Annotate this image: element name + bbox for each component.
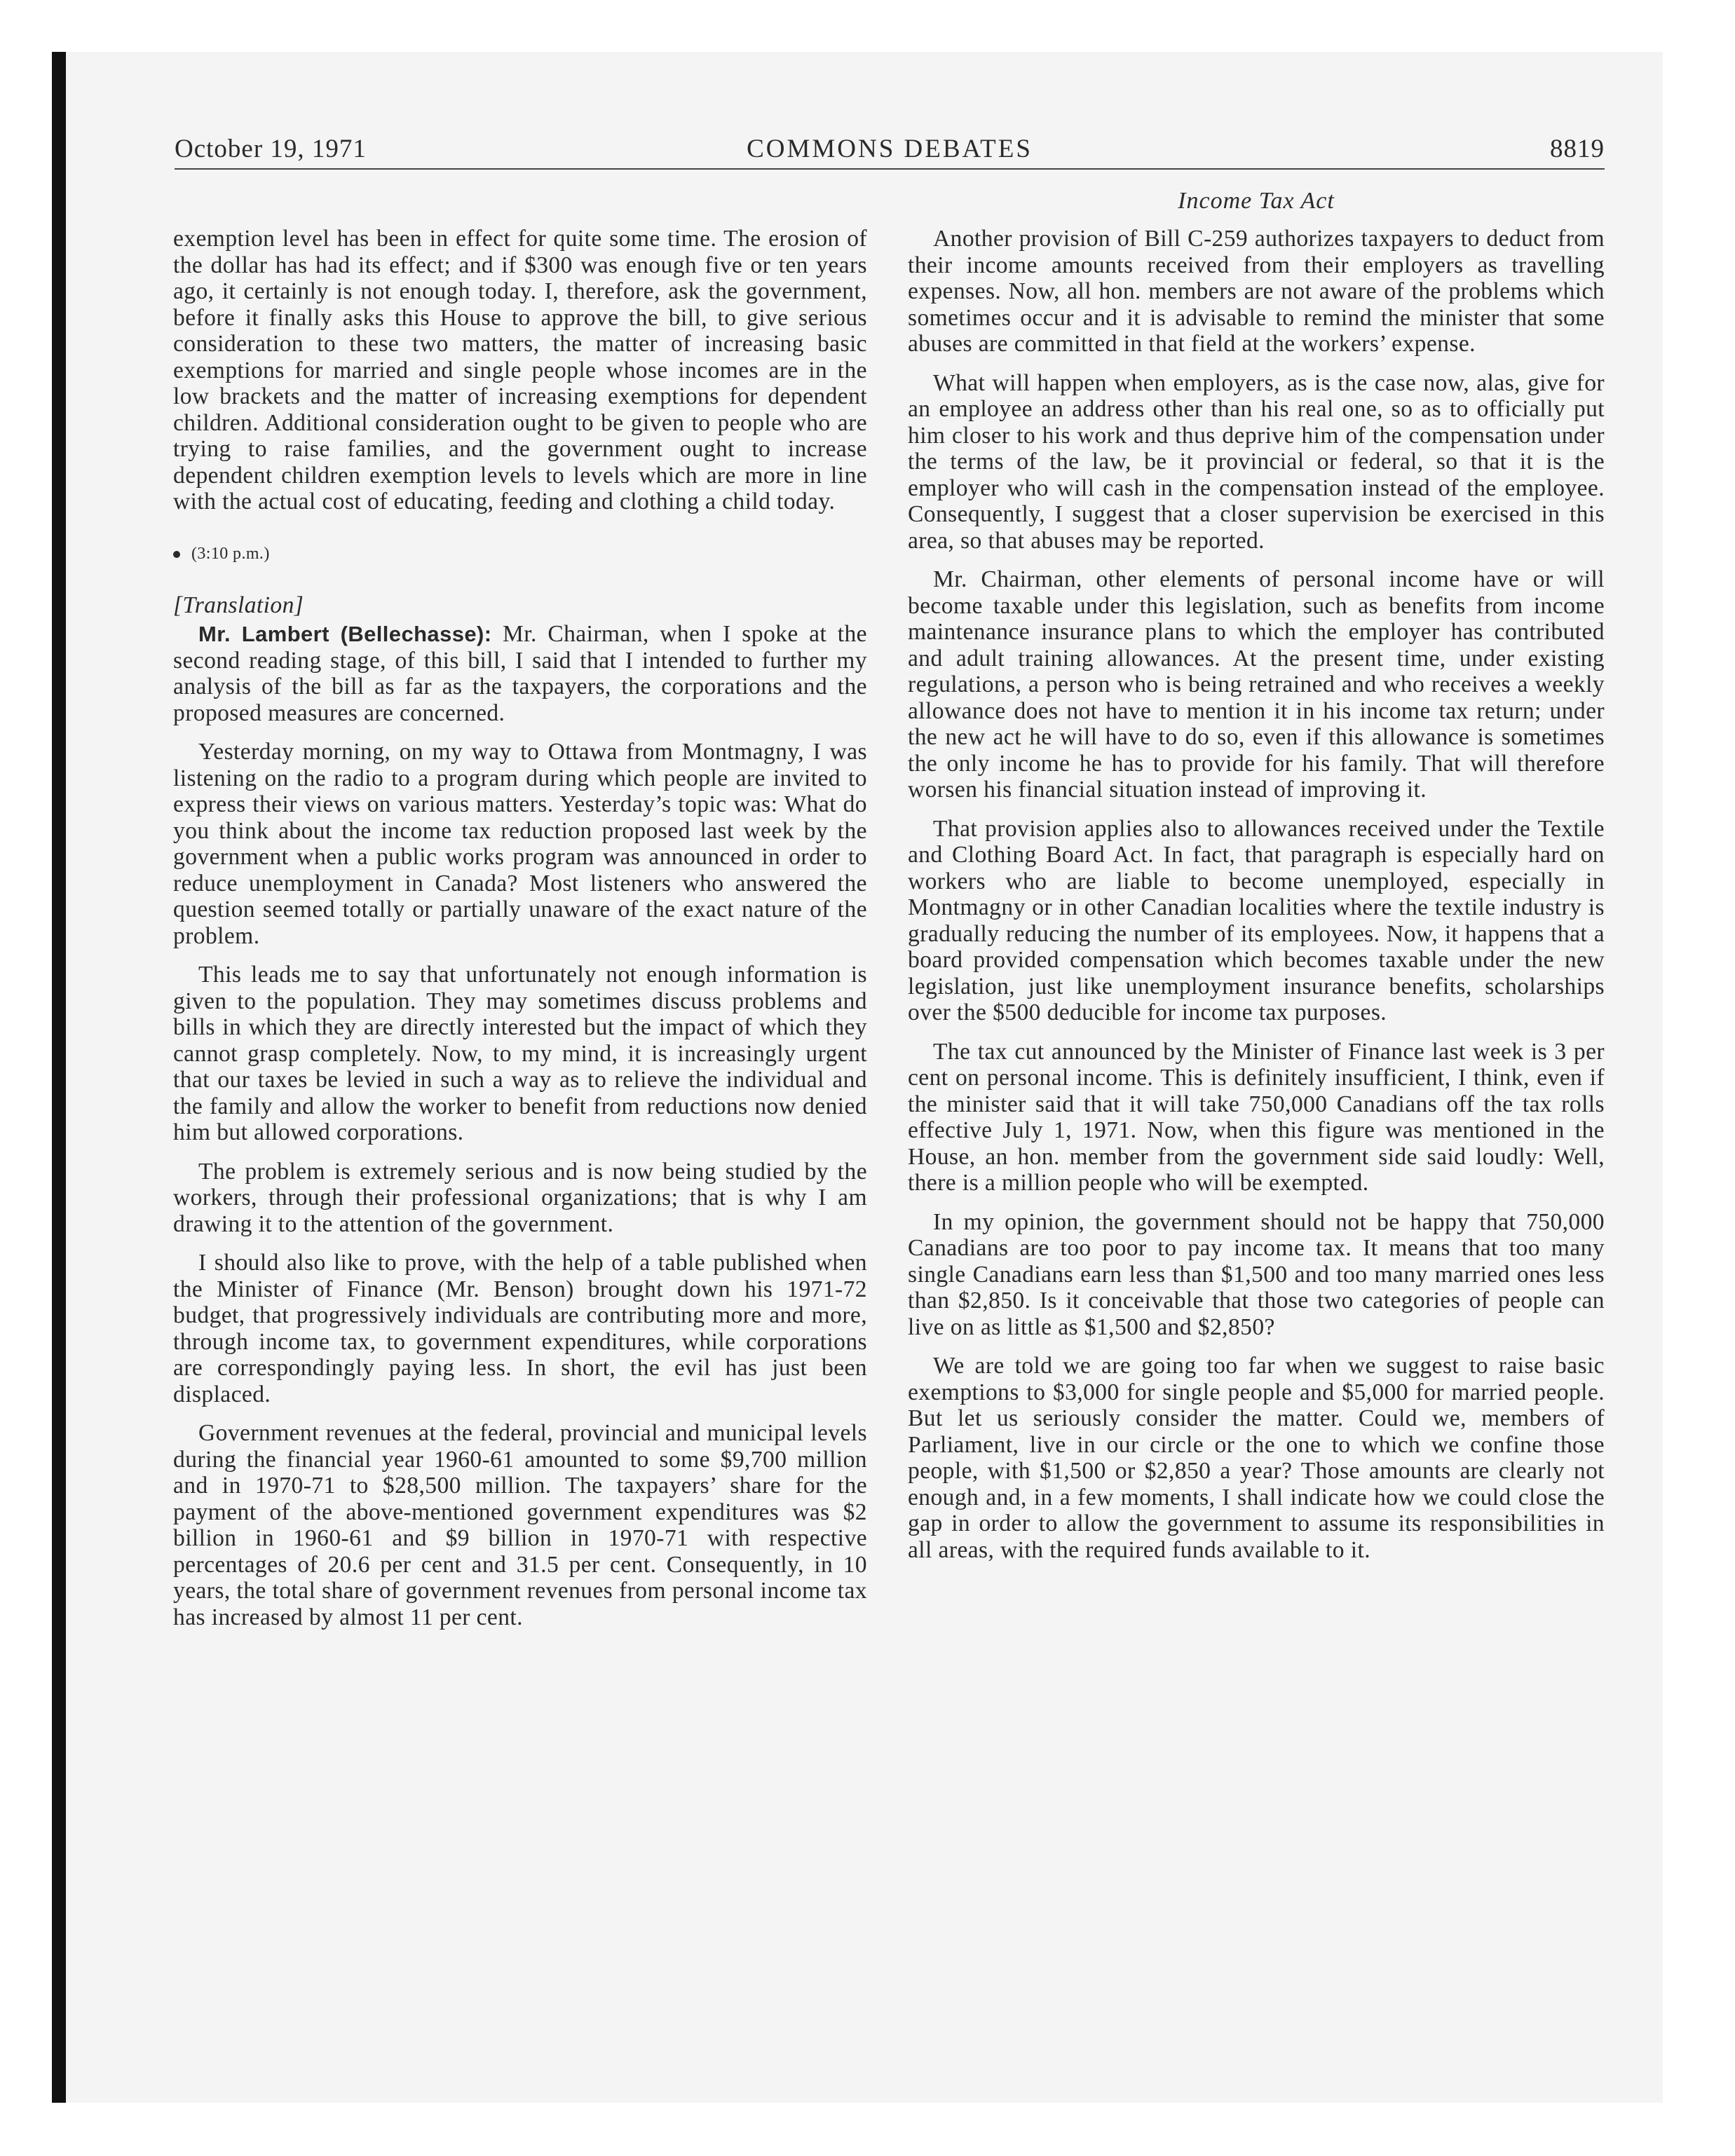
right-paragraph-4: That provision applies also to allowances received under the Textile and Clothing Board Act. In fact, that paragraph is especially hard on workers who are liable to become unemployed, especially in Montmagny or in other Canadian localities where the textile industry is gradually reducing the number of its employees. Now, it happens that a board provided compensation which becomes taxable under the new legislation, just like unemployment insurance benefits, scholarships over the $500 deducible for income tax purposes. bbox=[908, 815, 1605, 1025]
left-paragraph-1: exemption level has been in effect for quite some time. The erosion of the dollar has had its effect; and if $300 was enough five or ten years ago, it certainly is not enough today. I, therefore, ask the government, before it finally asks this House to approve the bill, to give serious consideration to these two matters, the matter of increasing basic exemptions for married and single people whose incomes are in the low brackets and the matter of increasing exemptions for dependent children. Additional consideration ought to be given to people who are trying to raise families, and the government ought to increase dependent children exemption levels to levels which are more in line with the actual cost of educating, feeding and clothing a child today. bbox=[173, 226, 867, 514]
left-paragraph-4: This leads me to say that unfortunately not enough information is given to the population. They may sometimes discuss problems and bills in which they are directly interested but the impact of which they cannot grasp completely. Now, to my mind, it is increasingly urgent that our taxes be levied in such a way as to relieve the individual and the family and allow the worker to benefit from reductions now denied him but allowed corporations. bbox=[173, 962, 867, 1145]
header-publication: COMMONS DEBATES bbox=[747, 135, 1033, 163]
left-paragraph-5: The problem is extremely serious and is now being studied by the workers, through their professional organizations; that is why I am drawing it to the attention of the government. bbox=[173, 1158, 867, 1237]
right-column bbox=[908, 226, 1605, 1576]
right-paragraph-3: Mr. Chairman, other elements of personal income have or will become taxable under this legislation, such as benefits from income maintenance insurance plans to which the employer has contributed and adult training allowances. At the present time, under existing regulations, a person who is being retrained and who receives a weekly allowance does not have to mention it in his income tax return; under the new act he will have to do so, even if this allowance is sometimes the only income he has to provide for his family. That will therefore worsen his financial situation instead of improving it. bbox=[908, 566, 1605, 803]
right-paragraph-2: What will happen when employers, as is the case now, alas, give for an employee an address other than his real one, so as to officially put him closer to his work and thus deprive him of the compensation under the terms of the law, be it provincial or federal, so that it is the employer who will cash in the compensation instead of the employee. Consequently, I suggest that a closer supervision be exercised in this area, so that abuses may be reported. bbox=[908, 369, 1605, 554]
right-paragraph-6: In my opinion, the government should not be happy that 750,000 Canadians are too poor to pay income tax. It means that too many single Canadians earn less than $1,500 and too many married ones less than $2,850. Is it conceivable that those two categories of people can live on as little as $1,500 and $2,850? bbox=[908, 1208, 1605, 1340]
left-paragraph-6: I should also like to prove, with the help of a table published when the Minister of Finance (Mr. Benson) brought down his 1971-72 budget, that progressively individuals are contributing more and more, through income tax, to government expenditures, while corporations are correspondingly paying less. In short, the evil has just been displaced. bbox=[173, 1250, 867, 1407]
right-paragraph-5: The tax cut announced by the Minister of Finance last week is 3 per cent on personal income. This is definitely insufficient, I think, even if the minister said that it will take 750,000 Canadians off the tax rolls effective July 1, 1971. Now, when this figure was mentioned in the House, an hon. member from the government side said loudly: Well, there is a million people who will be exempted. bbox=[908, 1038, 1605, 1196]
speaker-name: Mr. Lambert (Bellechasse): bbox=[198, 622, 492, 646]
header-date: October 19, 1971 bbox=[175, 135, 367, 163]
right-paragraph-7: We are told we are going too far when we suggest to raise basic exemptions to $3,000 for single people and $5,000 for married people. But let us seriously consider the matter. Could we, members of Parliament, live in our circle or the one to which we confine those people, with $1,500 or $2,850 a year? Those amounts are clearly not enough and, in a few moments, I shall indicate how we could close the gap in order to allow the government to assume its responsibilities in all areas, with the required funds available to it. bbox=[908, 1353, 1605, 1563]
scan-binding-edge bbox=[52, 52, 66, 2103]
left-column bbox=[173, 226, 867, 1643]
bullet-icon bbox=[173, 551, 180, 558]
left-paragraph-2-text: Mr. Chairman, when I spoke at the second reading stage, of this bill, I said that I intended to further my analysis of the bill as far as the taxpayers, the corporations and the proposed measures are concerned. bbox=[173, 621, 867, 726]
translation-label: [Translation] bbox=[173, 592, 304, 618]
right-paragraph-1: Another provision of Bill C-259 authorizes taxpayers to deduct from their income amounts received from their employers as travelling expenses. Now, all hon. members are not aware of the problems which sometimes occur and it is advisable to remind the minister that some abuses are committed in that field at the workers’ expense. bbox=[908, 226, 1605, 357]
running-title: Income Tax Act bbox=[1178, 188, 1335, 214]
time-mark bbox=[173, 543, 867, 564]
header-page-number: 8819 bbox=[1550, 135, 1605, 163]
left-paragraph-2 bbox=[173, 621, 867, 726]
left-paragraph-3: Yesterday morning, on my way to Ottawa from Montmagny, I was listening on the radio to a program during which people are invited to express their views on various matters. Yesterday’s topic was: What do you think about the income tax reduction proposed last week by the government when a public works program was announced in order to reduce unemployment in Canada? Most listeners who answered the question seemed totally or partially unaware of the exact nature of the problem. bbox=[173, 739, 867, 949]
page-header bbox=[175, 130, 1605, 170]
left-paragraph-7: Government revenues at the federal, provincial and municipal levels during the financial year 1960-61 amounted to some $9,700 million and in 1970-71 to $28,500 million. The taxpayers’ share for the payment of the above-mentioned government expenditures was $2 billion in 1960-61 and $9 billion in 1970-71 with respective percentages of 20.6 per cent and 31.5 per cent. Consequently, in 10 years, the total share of government revenues from personal income tax has increased by almost 11 per cent. bbox=[173, 1420, 867, 1630]
time-mark-text: (3:10 p.m.) bbox=[191, 544, 270, 563]
